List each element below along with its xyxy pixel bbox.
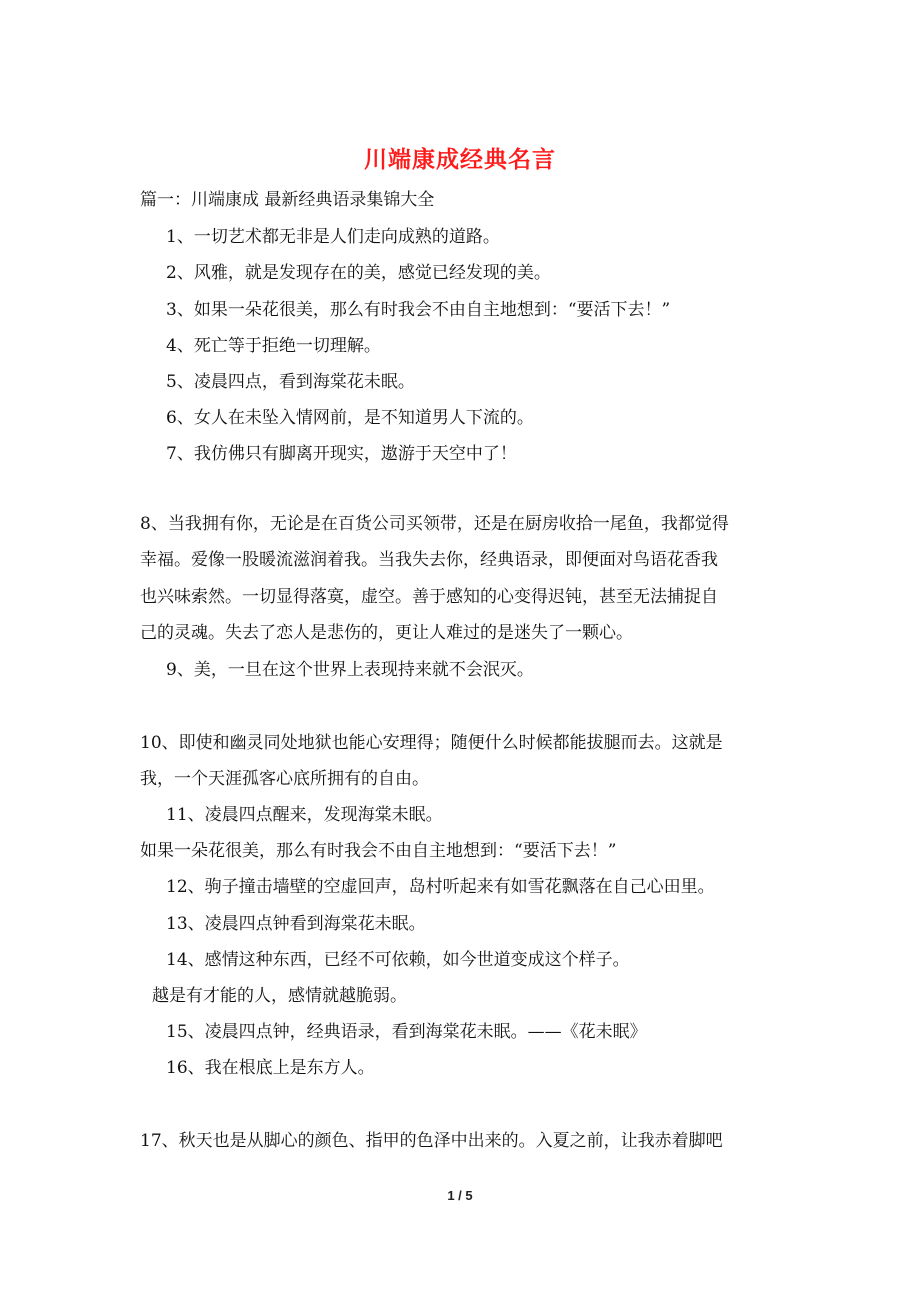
quote-line: 幸福。爱像一股暖流滋润着我。当我失去你，经典语录，即便面对鸟语花香我 bbox=[140, 550, 718, 570]
quote-line: 己的灵魂。失去了恋人是悲伤的，更让人难过的是迷失了一颗心。 bbox=[140, 623, 633, 643]
quote-line: 14、感情这种东西，已经不可依赖，如今世道变成这个样子。 bbox=[166, 950, 630, 970]
document-title: 川端康成经典名言 bbox=[364, 146, 556, 173]
quote-line: 11、凌晨四点醒来，发现海棠未眠。 bbox=[166, 805, 443, 825]
quote-line: 越是有才能的人，感情就越脆弱。 bbox=[152, 986, 407, 1006]
quote-line: 4、死亡等于拒绝一切理解。 bbox=[166, 336, 381, 356]
quote-line: 2、风雅，就是发现存在的美，感觉已经发现的美。 bbox=[166, 263, 551, 283]
quote-line: 12、驹子撞击墙壁的空虚回声，岛村听起来有如雪花飘落在自己心田里。 bbox=[166, 877, 715, 897]
quote-line: 如果一朵花很美，那么有时我会不由自主地想到：“要活下去！” bbox=[140, 841, 617, 861]
quote-line: 17、秋天也是从脚心的颜色、指甲的色泽中出来的。入夏之前，让我赤着脚吧 bbox=[140, 1131, 723, 1151]
quote-line: 16、我在根底上是东方人。 bbox=[166, 1058, 375, 1078]
quote-line: 我，一个天涯孤客心底所拥有的自由。 bbox=[140, 769, 429, 789]
quote-line: 6、女人在未坠入情网前，是不知道男人下流的。 bbox=[166, 408, 534, 428]
quote-line: 5、凌晨四点，看到海棠花未眠。 bbox=[166, 372, 415, 392]
quote-line: 8、当我拥有你，无论是在百货公司买领带，还是在厨房收拾一尾鱼，我都觉得 bbox=[140, 514, 729, 534]
quote-line: 13、凌晨四点钟看到海棠花未眠。 bbox=[166, 914, 426, 934]
quote-line: 15、凌晨四点钟，经典语录，看到海棠花未眠。——《花未眠》 bbox=[166, 1022, 647, 1042]
quote-line: 1、一切艺术都无非是人们走向成熟的道路。 bbox=[166, 227, 500, 247]
page-number: 1 / 5 bbox=[447, 1188, 473, 1203]
quote-line: 10、即使和幽灵同处地狱也能心安理得；随便什么时候都能拔腿而去。这就是 bbox=[140, 733, 723, 753]
quote-line: 9、美，一旦在这个世界上表现持来就不会泯灭。 bbox=[166, 660, 534, 680]
quote-line: 也兴味索然。一切显得落寞，虚空。善于感知的心变得迟钝，甚至无法捕捉自 bbox=[140, 587, 718, 607]
quote-line: 3、如果一朵花很美，那么有时我会不由自主地想到：“要活下去！” bbox=[166, 300, 671, 320]
section-heading: 篇一：川端康成 最新经典语录集锦大全 bbox=[140, 190, 435, 210]
quote-line: 7、我仿佛只有脚离开现实，遨游于天空中了！ bbox=[166, 444, 517, 464]
